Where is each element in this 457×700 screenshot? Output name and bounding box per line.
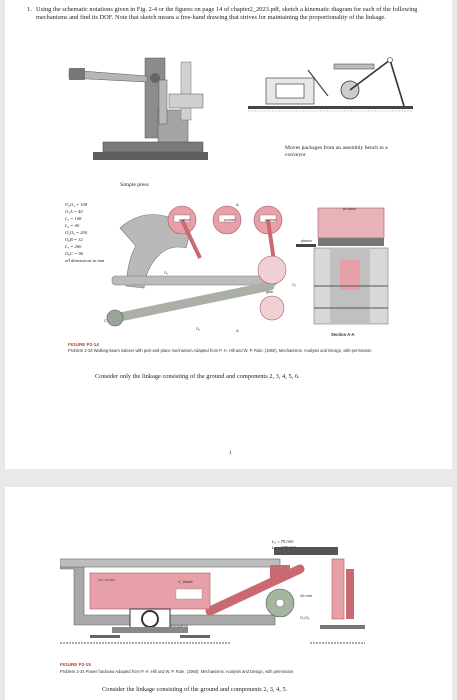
cut-stroke-label: cut stroke <box>98 577 116 582</box>
dimension-item: L₃ = 108 <box>65 216 82 221</box>
product-label-3: product <box>265 218 277 222</box>
l3-label: L₃ = 170 mm <box>272 545 296 550</box>
a-mark: A <box>236 202 239 207</box>
dimension-item: O₆C = 96 <box>65 251 83 256</box>
document-page-2 <box>5 487 452 700</box>
product-label-1: product <box>179 218 191 222</box>
figure-p2-14-label: FIGURE P2-14 <box>68 342 99 347</box>
dimension-item: O₂A = 40 <box>65 209 83 214</box>
stroke-dim-label: 45 mm <box>300 593 313 598</box>
question-text: Using the schematic notations given in Fig. 2-4 or the figures on page 14 of chapter2_2023.pdf, sketch a kinematic diagram for each of the following mechanisms and find its DOF. Note that sketch means a free-hand drawing that strives for maintaining the proportionality of the linkage. <box>36 6 418 21</box>
walking-beam-illustration <box>100 198 405 338</box>
o4-label: O₄ <box>164 271 169 275</box>
document-page-1 <box>5 0 452 469</box>
workpiece-label: workpiece <box>170 623 189 628</box>
c-label: C <box>104 318 107 323</box>
conveyor-illustration <box>248 50 413 142</box>
figure-p2-15-caption: Problem 2-34 Power hacksaw Adapted from P. H. Hill and W. P. Rule. (1960). Mechanisms: Analysis and Design, with permission <box>60 669 294 674</box>
dimension-item: L₅ = 260 <box>65 244 82 249</box>
question-number: 1. <box>27 6 32 13</box>
page-number: 1 <box>229 450 232 456</box>
hacksaw-illustration <box>60 539 370 651</box>
dimension-list <box>65 201 104 264</box>
product-label-2: product <box>224 218 236 222</box>
simple-press-illustration <box>63 50 223 180</box>
figure-p2-15-label: FIGURE P2-15 <box>60 662 91 667</box>
v-blade-label: V_blade <box>178 579 193 584</box>
simple-press-caption: Simple press <box>120 182 149 188</box>
o2o3-label: O₂O₃ <box>300 615 310 620</box>
platen-label: platen <box>301 238 312 243</box>
o2-label: O₂ <box>292 283 297 287</box>
dimension-item: O₂O₆ = 200 <box>65 230 88 235</box>
figure-p2-14-caption: Problem 2-33 Walking-beam indexer with pick-and-place mechanism Adapted from P. H. Hill and W. P. Rule. (1960). Mechanisms: Analysis and Design, with permission <box>68 348 372 353</box>
product-label-right: product <box>343 206 357 211</box>
gear-label: gear <box>266 290 274 294</box>
dimension-item: O₂O₄ = 108 <box>65 202 88 207</box>
o6-label: O₆ <box>196 327 201 331</box>
l2-label: L₂ = 75 mm <box>272 539 294 544</box>
dimension-item: all dimensions in mm <box>65 258 105 263</box>
a-mark-bottom: A <box>236 328 239 333</box>
consider-text-2: Consider the linkage consisting of the ground and components 2, 3, 4, 5. <box>102 686 288 693</box>
dimension-item: L₄ = 40 <box>65 223 80 228</box>
conveyor-caption: Moves packages from an assembly bench to a conveyor <box>285 145 388 158</box>
question-block <box>27 6 427 21</box>
dimension-item: O₆B = 32 <box>65 237 83 242</box>
section-label: Section A-A <box>331 332 355 337</box>
consider-text-1: Consider only the linkage consisting of the ground and components 2, 3, 4, 5, 6. <box>95 373 300 380</box>
